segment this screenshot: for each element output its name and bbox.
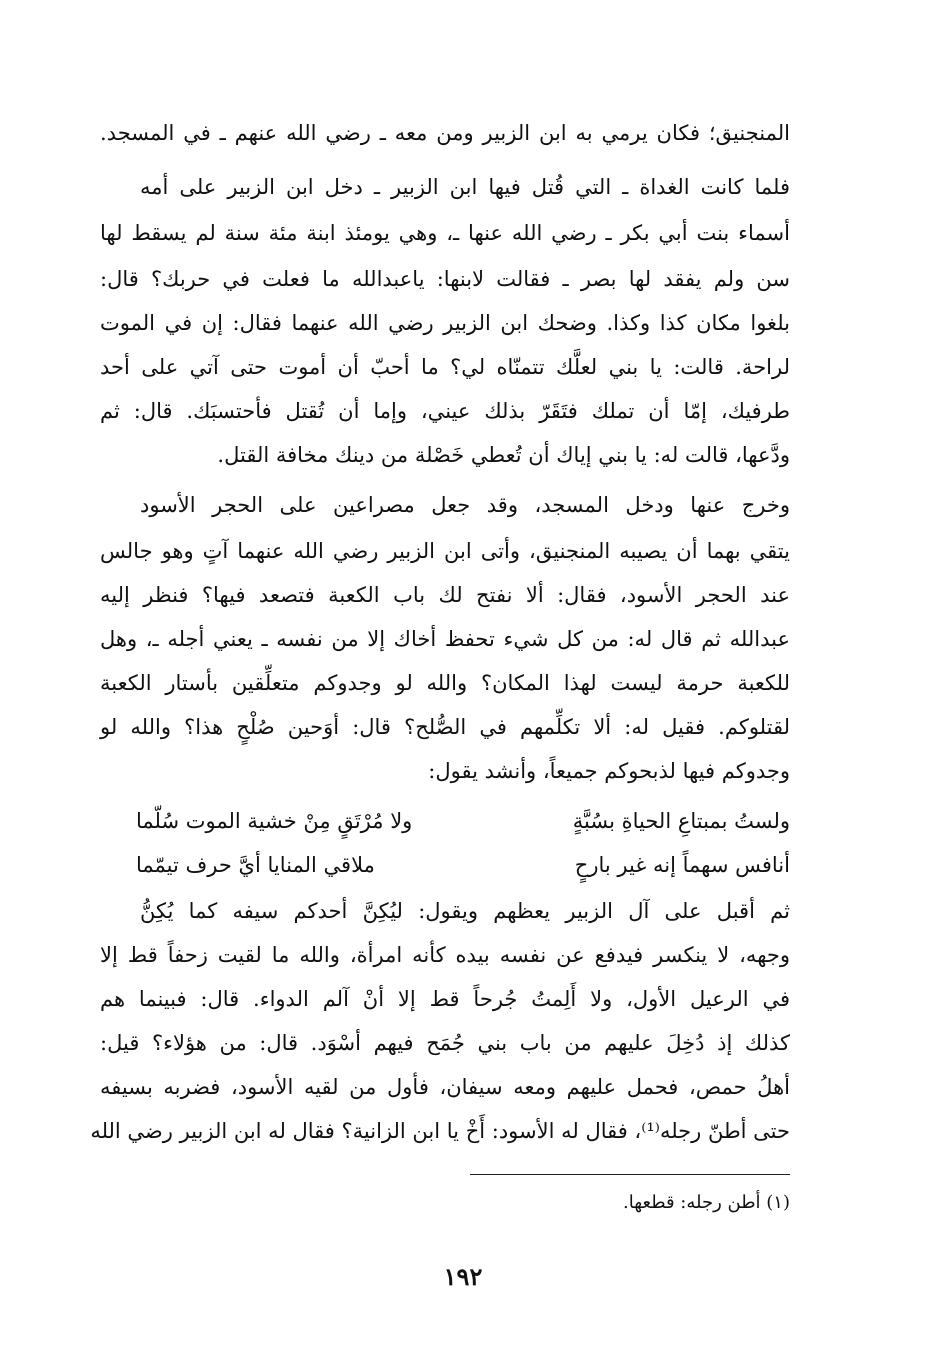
text-line: ودَّعها، قالت له: يا بني إياك أن تُعطي خَصْلة من دينك مخافة القتل. (217, 443, 790, 467)
text-line: طرفيك، إمّا أن تملك فتَقَرّ بذلك عيني، وإما أن تُقتل فأحتسبَك. قال: ثم (100, 399, 790, 423)
page-number: ١٩٢ (443, 1262, 483, 1291)
text-line: عند الحجر الأسود، فقال: ألا نفتح لك باب الكعبة فتصعد فيها؟ فنظر إليه (100, 583, 790, 607)
text-line: حتى أطنّ رجله⁽¹⁾، فقال له الأسود: أَخْ يا ابن الزانية؟ فقال له ابن الزبير رضي الله (90, 1119, 790, 1143)
footnote-separator (470, 1174, 790, 1175)
verse-hemistich: ولا مُرْتَقٍ مِنْ خشية الموت سُلّما (136, 809, 413, 833)
text-line: سن ولم يفقد لها بصر ـ فقالت لابنها: ياعبدالله ما فعلت في حربك؟ قال: (100, 267, 791, 291)
text-line: لراحة. قالت: يا بني لعلَّك تتمنّاه لي؟ ما أحبّ أن أموت حتى آتي على أحد (100, 355, 790, 379)
text-line: لقتلوكم. فقيل له: ألا تكلِّمهم في الصُّلح؟ قال: أوَحين صُلْحٍ هذا؟ والله لو (100, 715, 790, 739)
verse-hemistich: ولستُ بمبتاعِ الحياةِ بسُبَّةٍ (572, 809, 790, 833)
text-line: كذلك إذ دُخِلَ عليهم من باب بني جُمَح فيهم أسْوَد. قال: من هؤلاء؟ قيل: (100, 1031, 790, 1055)
text-line: ثم أقبل على آل الزبير يعظهم ويقول: ليُكِنَّ أحدكم سيفه كما يُكِنُّ (140, 899, 790, 923)
text-line: عبدالله ثم قال له: من كل شيء تحفظ أخاك إلا من نفسه ـ يعني أجله ـ، وهل (100, 627, 790, 651)
text-line: في الرعيل الأول، ولا أَلِمتُ جُرحاً قط إلا أنْ آلم الدواء. قال: فبينما هم (100, 987, 790, 1011)
text-line: وجدوكم فيها لذبحوكم جميعاً، وأنشد يقول: (428, 759, 790, 783)
text-line: فلما كانت الغداة ـ التي قُتل فيها ابن الزبير ـ دخل ابن الزبير على أمه (140, 175, 790, 199)
text-line: وجهه، لا ينكسر فيدفع عن نفسه بيده كأنه امرأة، والله ما لقيت زحفاً قط إلا (100, 943, 790, 967)
text-line: للكعبة حرمة ليست لهذا المكان؟ والله لو وجدوكم متعلِّقين بأستار الكعبة (100, 671, 790, 695)
text-line: بلغوا مكان كذا وكذا. وضحك ابن الزبير رضي الله عنهما فقال: إن في الموت (100, 311, 790, 335)
text-line: يتقي بهما أن يصيبه المنجنيق، وأتى ابن الزبير رضي الله عنهما آتٍ وهو جالس (100, 539, 790, 563)
text-line: المنجنيق؛ فكان يرمي به ابن الزبير ومن معه ـ رضي الله عنهم ـ في المسجد. (100, 121, 790, 145)
verse-hemistich: ملاقي المنايا أيَّ حرف تيمّما (136, 853, 375, 877)
verse-hemistich: أنافس سهماً إنه غير بارحٍ (574, 853, 790, 877)
text-line: وخرج عنها ودخل المسجد، وقد جعل مصراعين على الحجر الأسود (140, 493, 790, 517)
footnote: (١) أطن رجله: قطعها. (623, 1192, 790, 1213)
text-line: أهلُ حمص، فحمل عليهم ومعه سيفان، فأول من لقيه الأسود، فضربه بسيفه (100, 1075, 790, 1099)
text-line: أسماء بنت أبي بكر ـ رضي الله عنها ـ، وهي يومئذ ابنة مئة سنة لم يسقط لها (100, 221, 790, 245)
